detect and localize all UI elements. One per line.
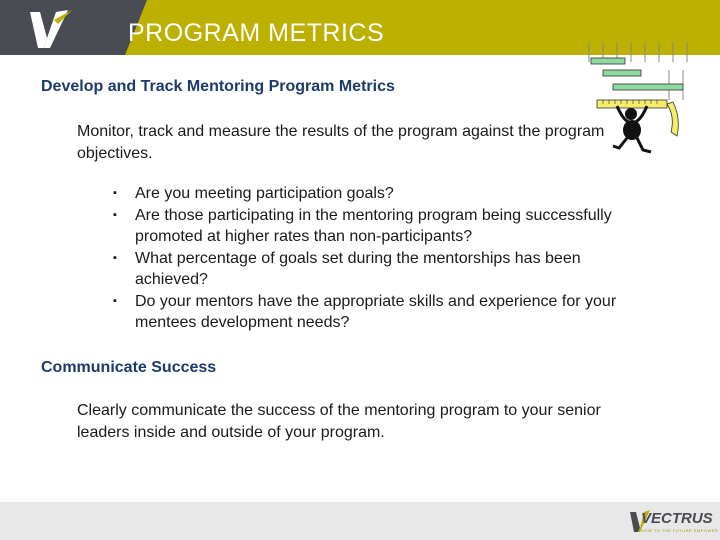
metrics-paragraph: Monitor, track and measure the results of the program against the program objectives. <box>77 123 605 162</box>
section-heading-communicate: Communicate Success <box>41 359 217 376</box>
page-title: PROGRAM METRICS <box>128 19 385 47</box>
list-item: ▪ Are those participating in the mentoring program being successfully promoted at higher rates than non-participants? <box>113 206 612 245</box>
list-item: ▪ What percentage of goals set during the mentorships has been achieved? <box>113 249 581 288</box>
bullet-square-icon: ▪ <box>113 251 117 264</box>
communicate-paragraph: Clearly communicate the success of the mentoring program to your senior leaders inside and outside of your program. <box>77 402 601 441</box>
bullet-square-icon: ▪ <box>113 208 117 221</box>
metrics-question-list <box>113 183 623 334</box>
footer-brand: VECTRUS <box>641 510 713 527</box>
vectrus-v-logo-icon <box>28 8 74 50</box>
list-item: ▪ Do your mentors have the appropriate skills and experience for your mentees development needs? <box>113 292 617 331</box>
footer-tagline: HOW TO THE FUTURE EMPOWER <box>641 528 719 533</box>
footer-bar <box>0 502 720 540</box>
section-heading-metrics: Develop and Track Mentoring Program Metrics <box>41 78 395 95</box>
bullet-square-icon: ▪ <box>113 187 117 199</box>
header-logo-panel <box>0 0 125 55</box>
list-item: ▪ Are you meeting participation goals? <box>113 183 623 205</box>
bullet-square-icon: ▪ <box>113 294 117 307</box>
